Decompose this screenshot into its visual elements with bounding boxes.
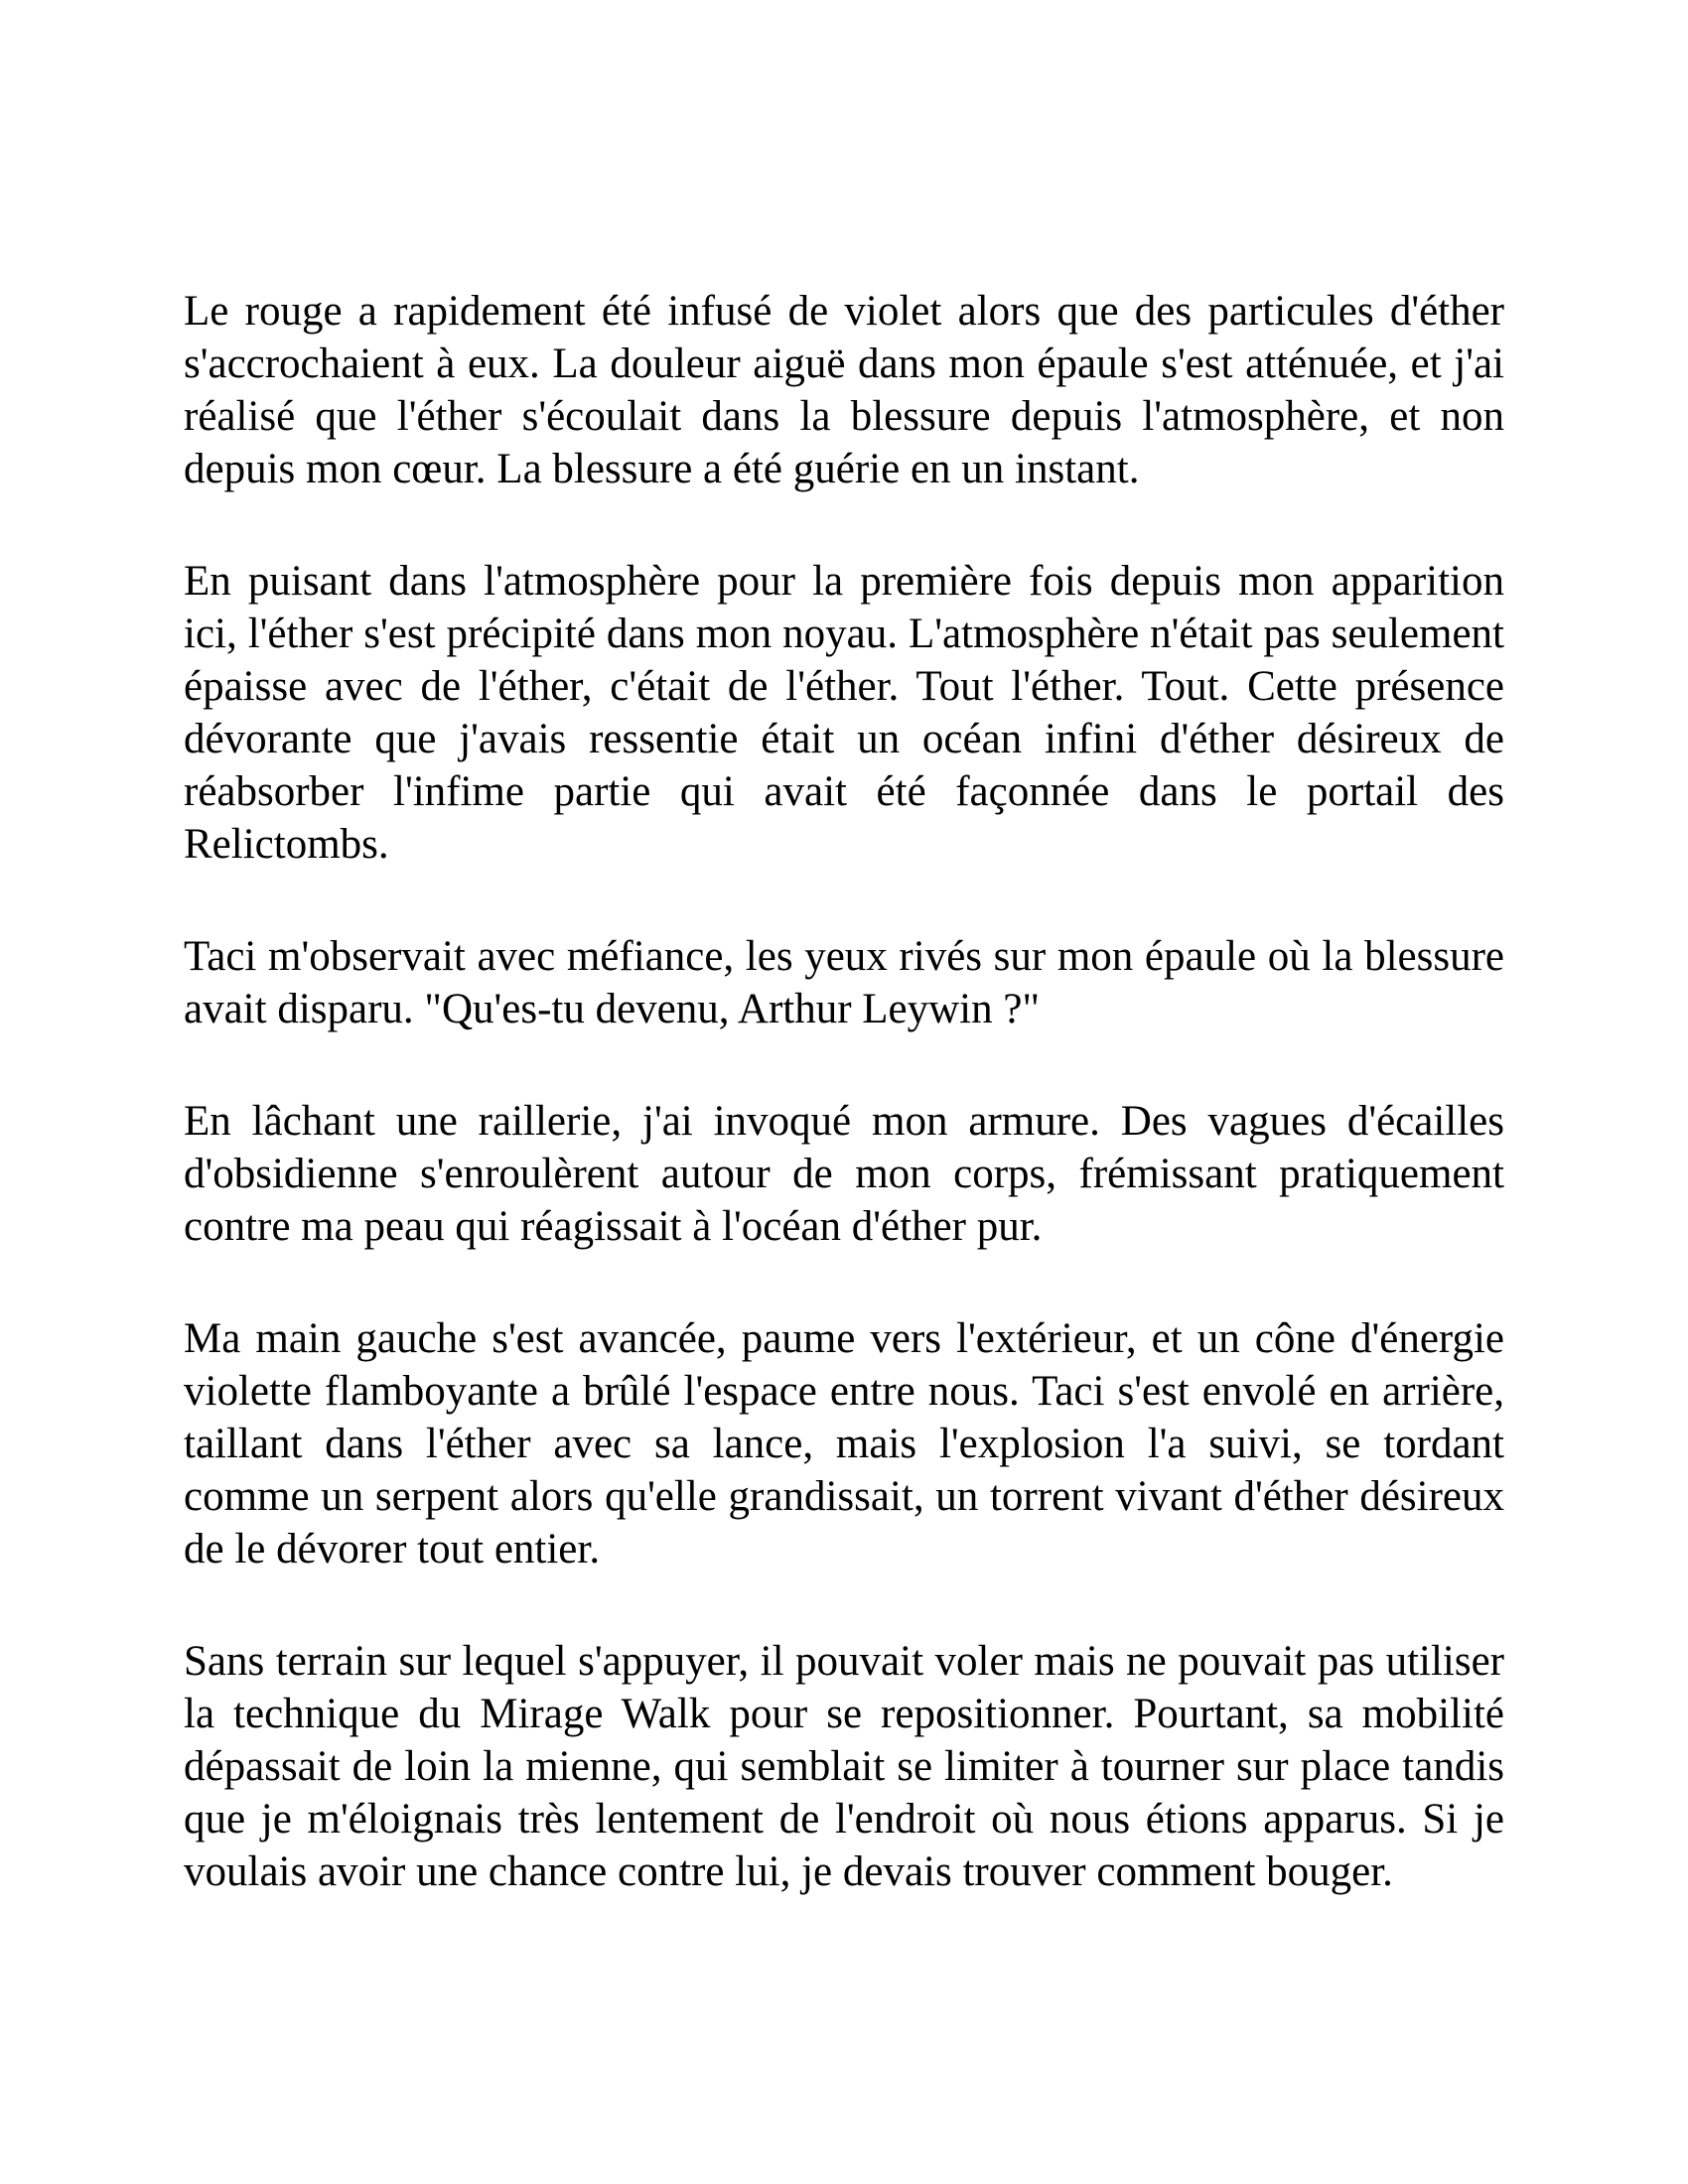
paragraph-6: Sans terrain sur lequel s'appuyer, il pouvait voler mais ne pouvait pas utiliser la technique du Mirage Walk pour se repositionner. Pourtant, sa mobilité dépassait de loin la mienne, qui semblait se limiter à tourner sur place tandis que je m'éloignais très lentement de l'endroit où nous étions apparus. Si je voulais avoir une chance contre lui, je devais trouver comment bouger. bbox=[184, 1638, 1504, 1895]
paragraph-4: En lâchant une raillerie, j'ai invoqué mon armure. Des vagues d'écailles d'obsidienne s'enroulèrent autour de mon corps, frémissant pratiquement contre ma peau qui réagissait à l'océan d'éther pur. bbox=[184, 1098, 1504, 1250]
paragraph-2: En puisant dans l'atmosphère pour la première fois depuis mon apparition ici, l'éther s'est précipité dans mon noyau. L'atmosphère n'était pas seulement épaisse avec de l'éther, c'était de l'éther. Tout l'éther. Tout. Cette présence dévorante que j'avais ressentie était un océan infini d'éther désireux de réabsorber l'infime partie qui avait été façonnée dans le portail des Relictombs. bbox=[184, 558, 1504, 868]
paragraph-5: Ma main gauche s'est avancée, paume vers l'extérieur, et un cône d'énergie violette flamboyante a brûlé l'espace entre nous. Taci s'est envolé en arrière, taillant dans l'éther avec sa lance, mais l'explosion l'a suivi, se tordant comme un serpent alors qu'elle grandissait, un torrent vivant d'éther désireux de le dévorer tout entier. bbox=[184, 1315, 1504, 1572]
paragraph-1: Le rouge a rapidement été infusé de violet alors que des particules d'éther s'accrochaient à eux. La douleur aiguë dans mon épaule s'est atténuée, et j'ai réalisé que l'éther s'écoulait dans la blessure depuis l'atmosphère, et non depuis mon cœur. La blessure a été guérie en un instant. bbox=[184, 288, 1504, 492]
paragraph-3: Taci m'observait avec méfiance, les yeux rivés sur mon épaule où la blessure avait disparu. "Qu'es-tu devenu, Arthur Leywin ?" bbox=[184, 933, 1504, 1032]
